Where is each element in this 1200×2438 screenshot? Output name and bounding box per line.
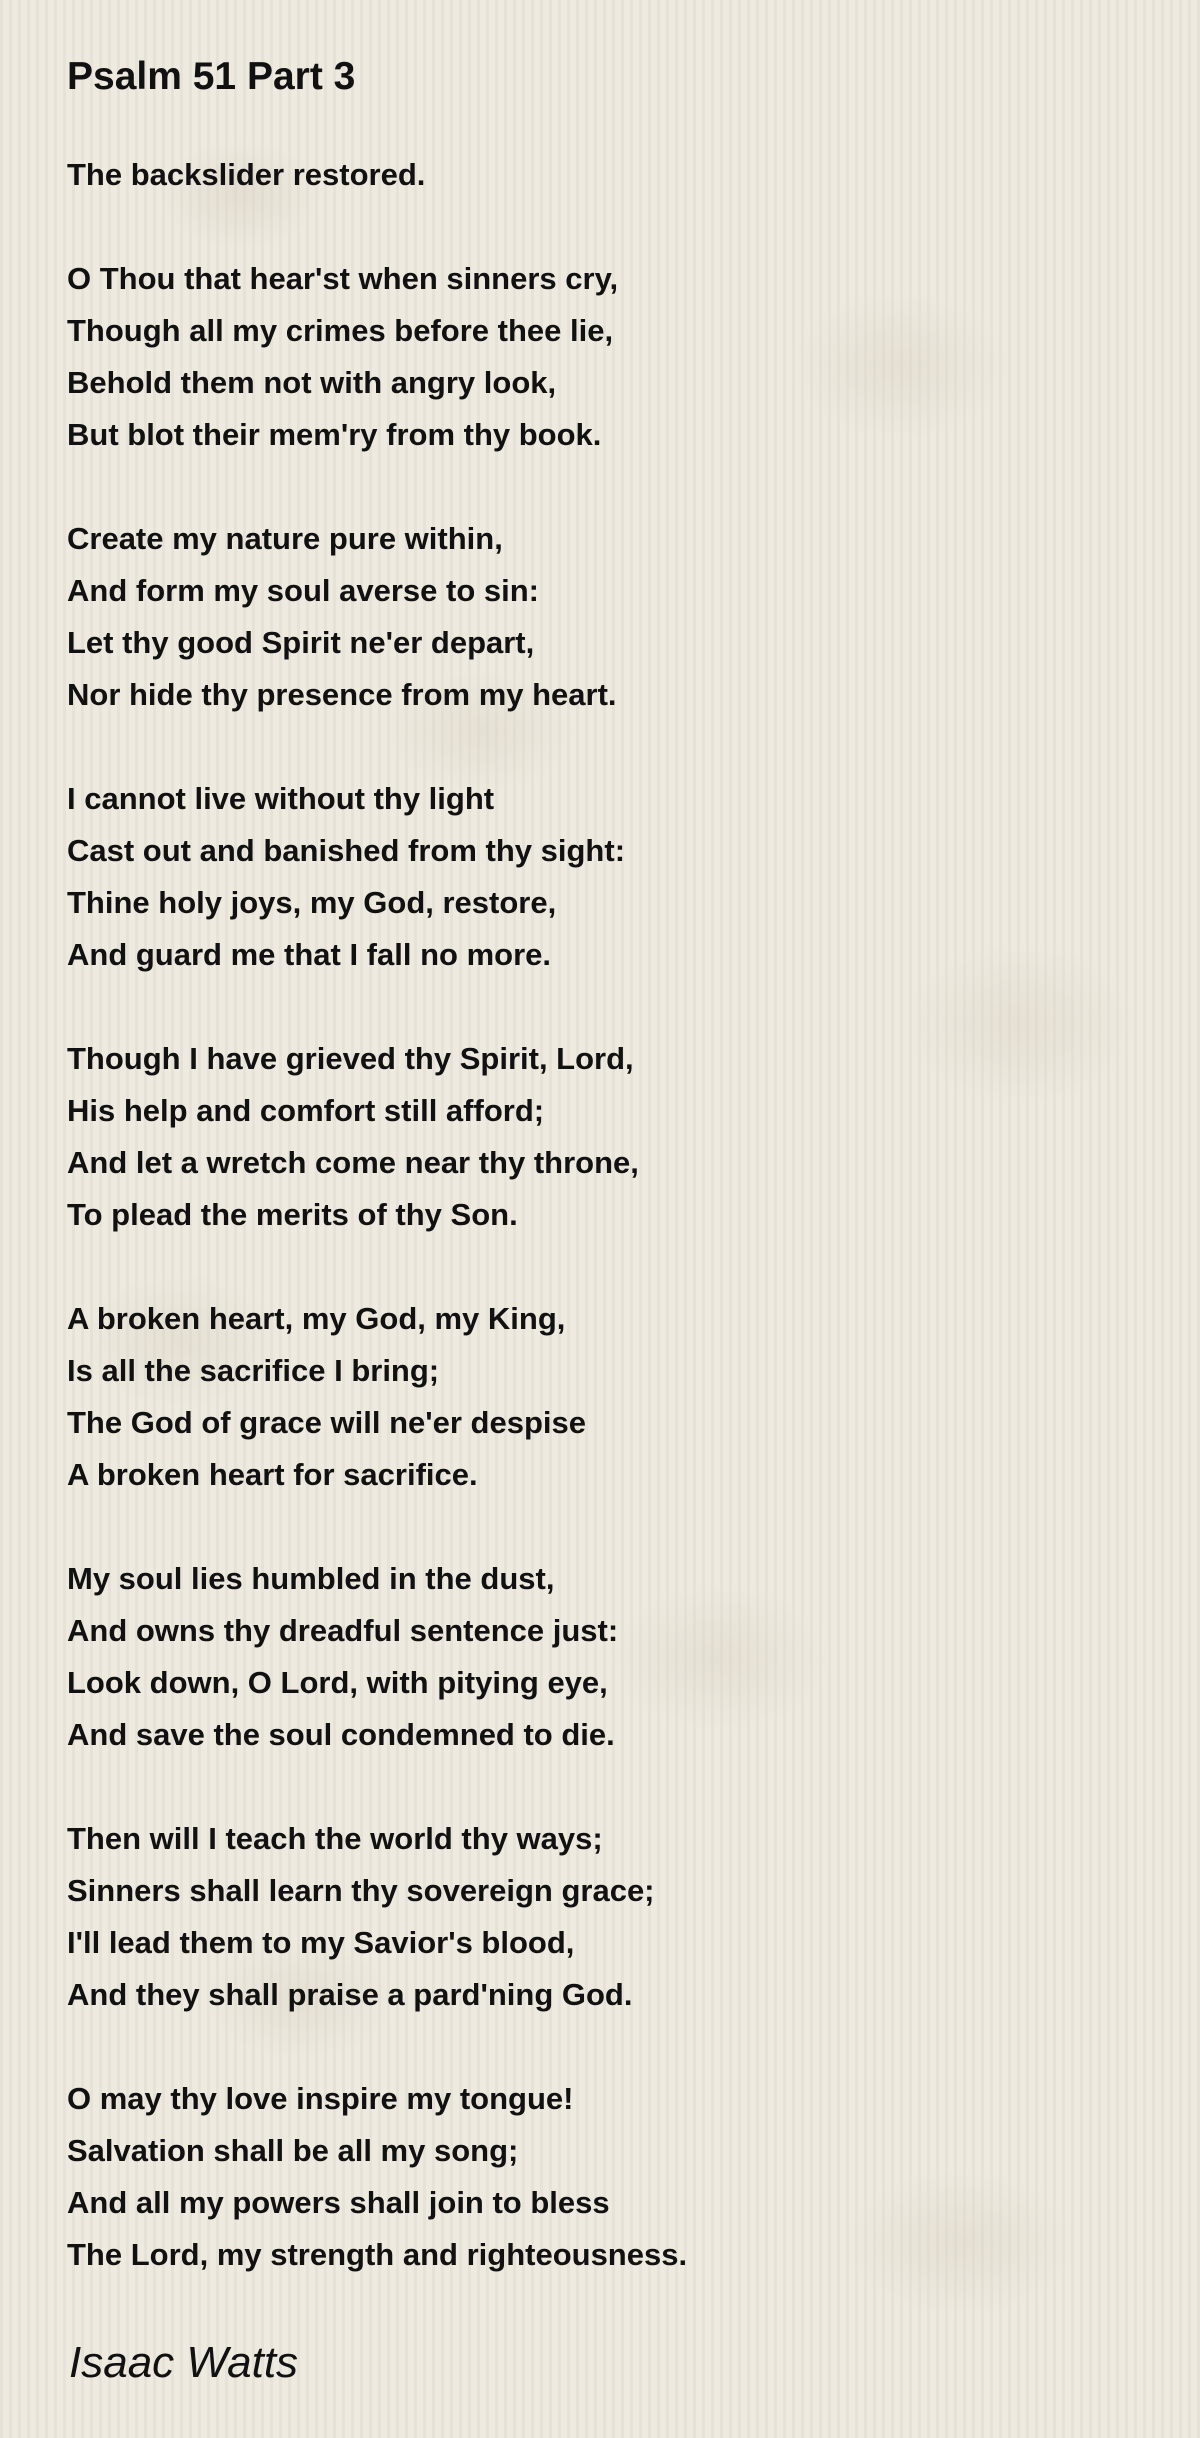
poem-line: O Thou that hear'st when sinners cry, — [67, 261, 619, 296]
poem-body — [67, 149, 687, 2281]
stanza-2 — [67, 513, 687, 721]
poem-line: A broken heart, my God, my King, — [67, 1301, 566, 1336]
stanza-3 — [67, 773, 687, 981]
poem-line: To plead the merits of thy Son. — [67, 1197, 518, 1232]
poem-line: My soul lies humbled in the dust, — [67, 1561, 555, 1596]
poem-line: But blot their mem'ry from thy book. — [67, 417, 602, 452]
poem-line: His help and comfort still afford; — [67, 1093, 545, 1128]
poem-line: Cast out and banished from thy sight: — [67, 833, 626, 868]
poem-author: Isaac Watts — [69, 2338, 299, 2387]
poem-line: Let thy good Spirit ne'er depart, — [67, 625, 535, 660]
poem-line: The God of grace will ne'er despise — [67, 1405, 587, 1440]
poem-line: And save the soul condemned to die. — [67, 1717, 615, 1752]
poem-line: Though all my crimes before thee lie, — [67, 313, 614, 348]
poem-line: Sinners shall learn thy sovereign grace; — [67, 1873, 655, 1908]
poem-line: O may thy love inspire my tongue! — [67, 2081, 574, 2116]
stanza-5 — [67, 1293, 687, 1501]
poem-line: And owns thy dreadful sentence just: — [67, 1613, 619, 1648]
poem-line: I'll lead them to my Savior's blood, — [67, 1925, 575, 1960]
poem-subtitle-block — [67, 149, 687, 201]
poem-line: Nor hide thy presence from my heart. — [67, 677, 617, 712]
poem-line: And form my soul averse to sin: — [67, 573, 539, 608]
stanza-1 — [67, 253, 687, 461]
stanza-6 — [67, 1553, 687, 1761]
poem-line: The Lord, my strength and righteousness. — [67, 2237, 688, 2272]
poem-line: Is all the sacrifice I bring; — [67, 1353, 440, 1388]
poem-line: Though I have grieved thy Spirit, Lord, — [67, 1041, 634, 1076]
poem-line: I cannot live without thy light — [67, 781, 495, 816]
poem-line: Look down, O Lord, with pitying eye, — [67, 1665, 608, 1700]
poem-subtitle: The backslider restored. — [67, 157, 426, 192]
stanza-7 — [67, 1813, 687, 2021]
poem-title: Psalm 51 Part 3 — [67, 55, 356, 98]
poem-line: Then will I teach the world thy ways; — [67, 1821, 603, 1856]
stanza-8 — [67, 2073, 687, 2281]
poem-line: A broken heart for sacrifice. — [67, 1457, 478, 1492]
poem-line: And guard me that I fall no more. — [67, 937, 551, 972]
poem-line: And they shall praise a pard'ning God. — [67, 1977, 633, 2012]
poem-line: And let a wretch come near thy throne, — [67, 1145, 639, 1180]
poem-line: Thine holy joys, my God, restore, — [67, 885, 557, 920]
poem-line: Create my nature pure within, — [67, 521, 503, 556]
poem-line: Behold them not with angry look, — [67, 365, 557, 400]
stanza-4 — [67, 1033, 687, 1241]
poem-line: Salvation shall be all my song; — [67, 2133, 519, 2168]
poem-line: And all my powers shall join to bless — [67, 2185, 610, 2220]
